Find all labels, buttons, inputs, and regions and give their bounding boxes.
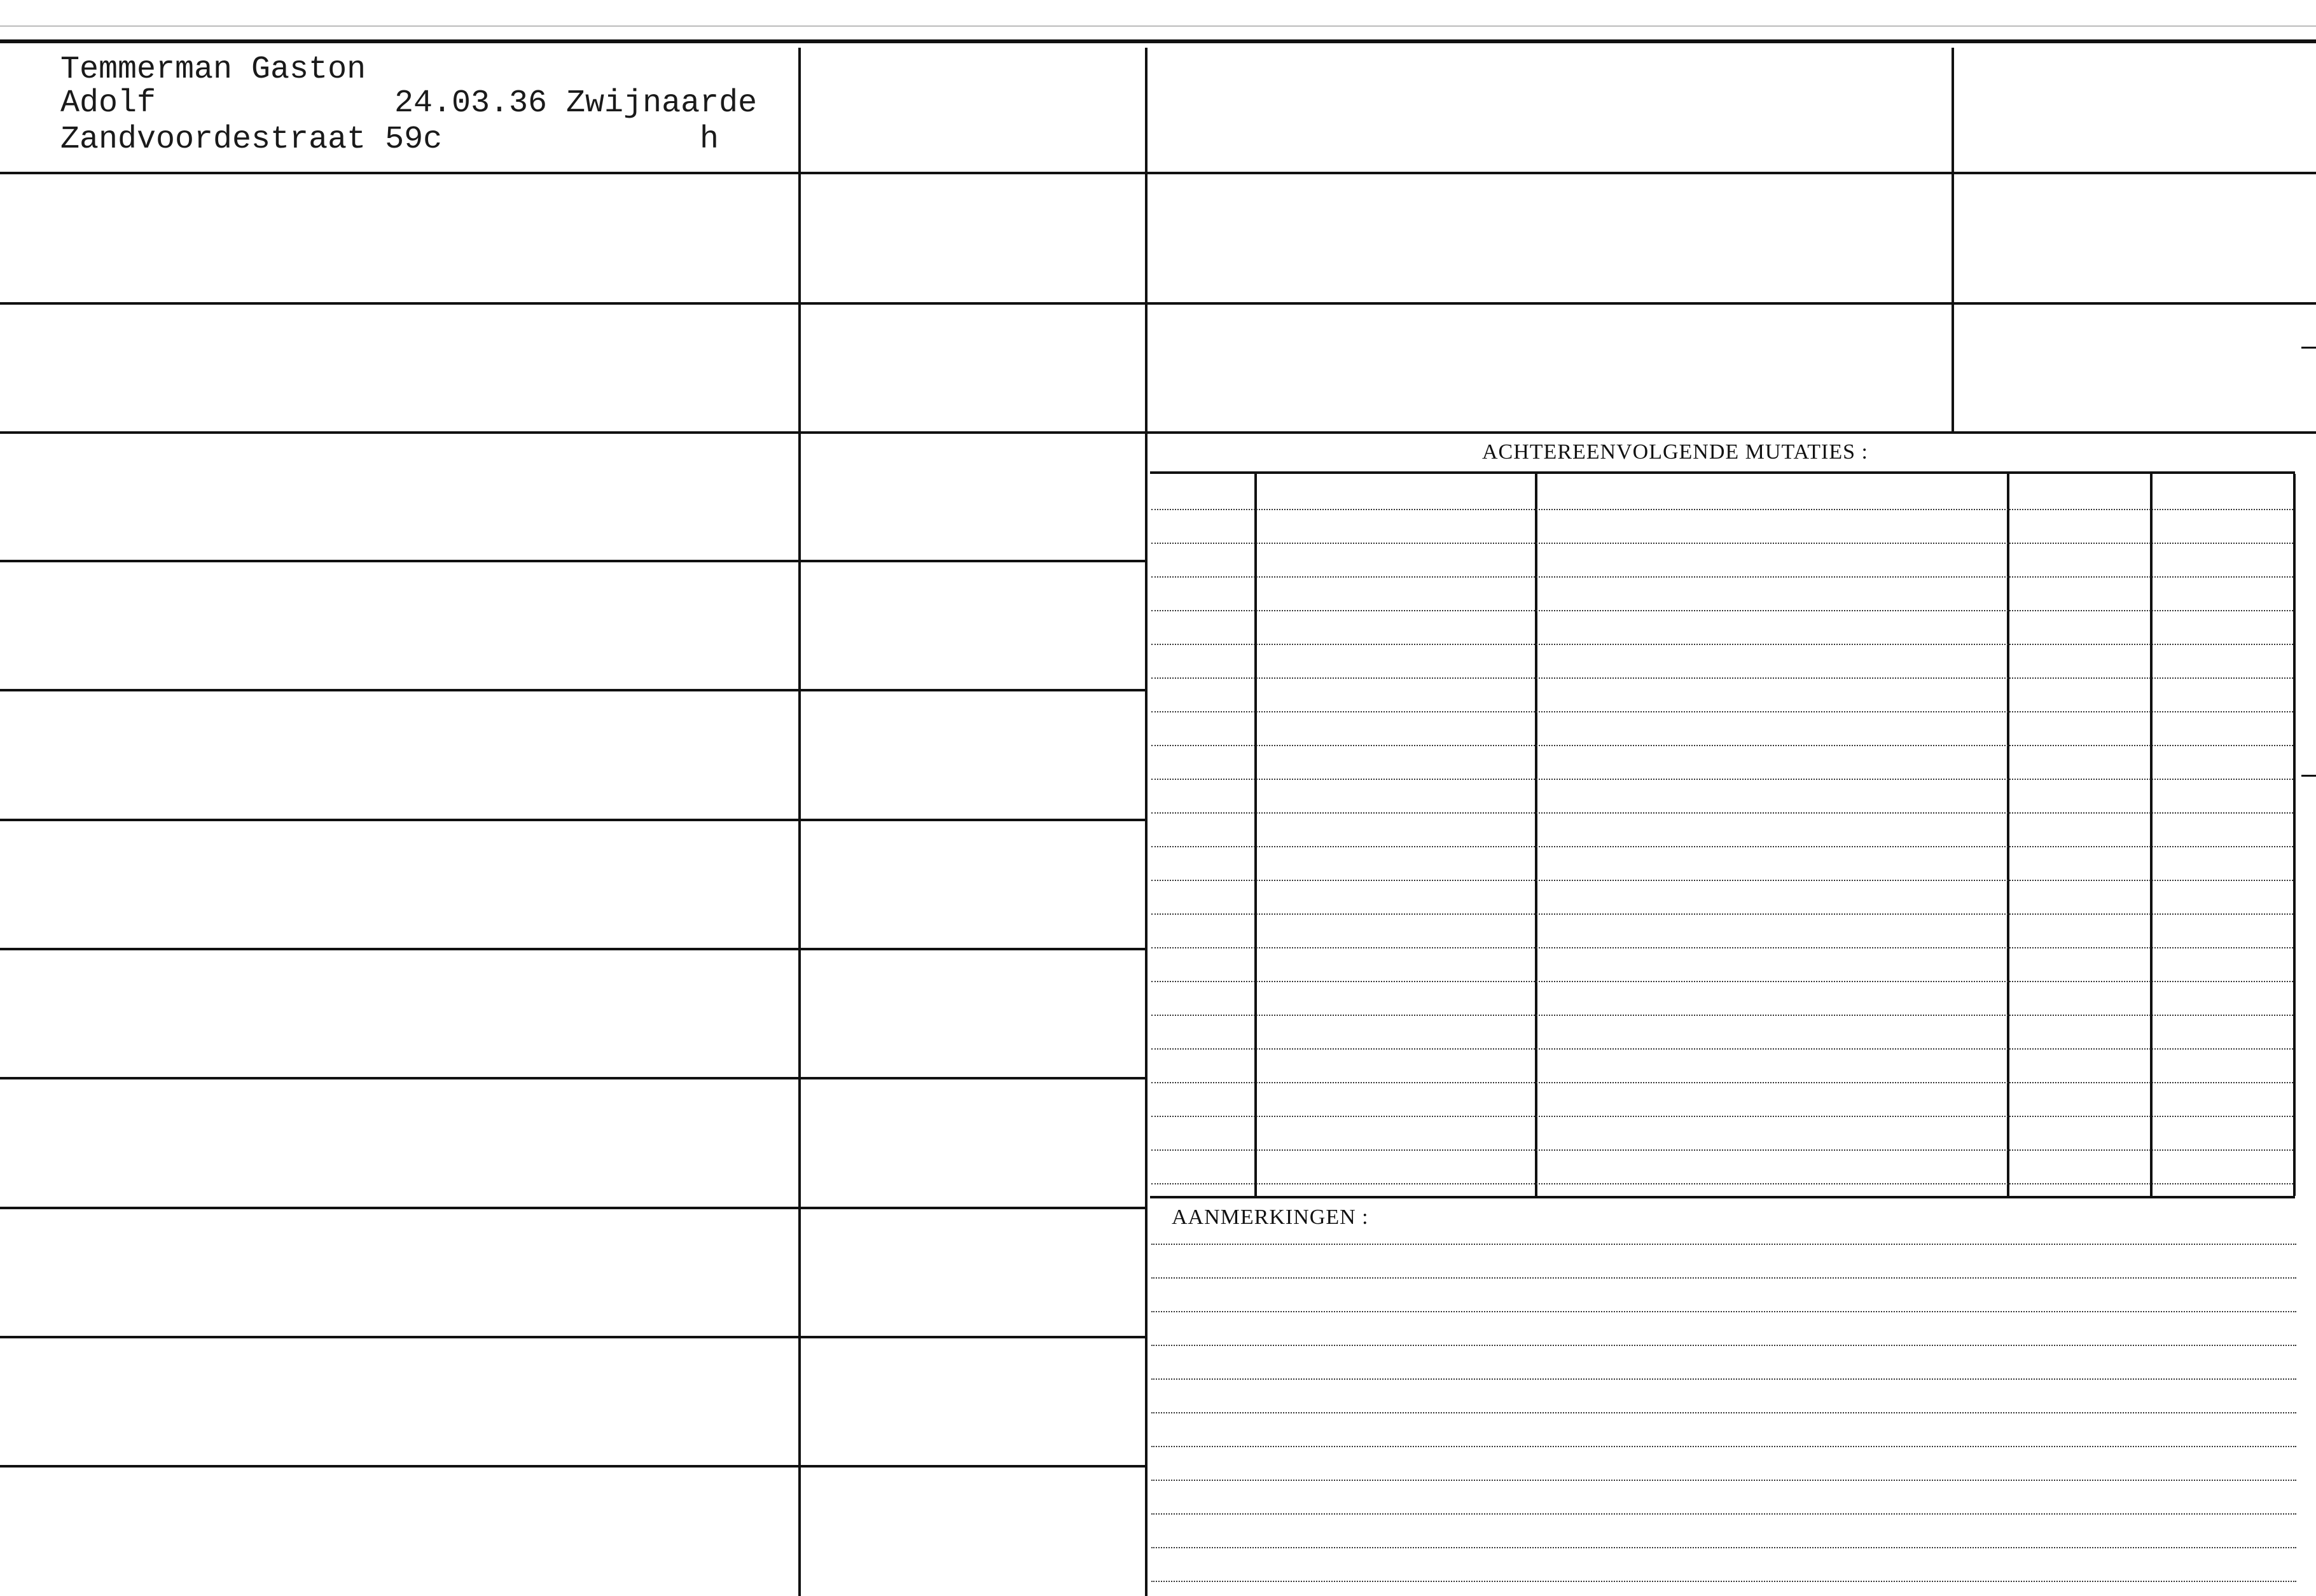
mutation-dotted-row — [1151, 1149, 2293, 1151]
right-row-line-3 — [1145, 431, 2316, 434]
mutation-dotted-row — [1151, 981, 2293, 982]
mutations-col-4 — [2150, 474, 2153, 1196]
left-row-line-1 — [0, 172, 1145, 174]
mutation-dotted-row — [1151, 1116, 2293, 1117]
mutation-dotted-row — [1151, 779, 2293, 780]
mutation-dotted-row — [1151, 812, 2293, 814]
left-row-line-6 — [0, 819, 1145, 821]
mutations-col-2 — [1535, 474, 1537, 1196]
top-faint-line — [0, 25, 2316, 27]
right-row-line-2 — [1145, 302, 2316, 305]
remark-dotted-row — [1151, 1345, 2296, 1346]
left-row-line-4 — [0, 560, 1145, 562]
left-row-line-5 — [0, 689, 1145, 691]
mutation-dotted-row — [1151, 610, 2293, 611]
mutations-table-bottom — [1150, 1196, 2295, 1198]
left-row-line-11 — [0, 1465, 1145, 1468]
left-row-line-3 — [0, 431, 1145, 434]
remark-dotted-row — [1151, 1244, 2296, 1245]
mutations-col-3 — [2007, 474, 2009, 1196]
record-birth-date-place: 24.03.36 Zwijnaarde — [394, 85, 758, 121]
record-code: h — [700, 121, 719, 158]
mutation-dotted-row — [1151, 543, 2293, 544]
left-column-divider — [798, 48, 801, 1596]
mutation-dotted-row — [1151, 1082, 2293, 1083]
mutation-dotted-row — [1151, 1048, 2293, 1050]
mutation-dotted-row — [1151, 1183, 2293, 1184]
mutations-heading: ACHTEREENVOLGENDE MUTATIES : — [1482, 440, 1868, 464]
mutation-dotted-row — [1151, 677, 2293, 679]
mutation-dotted-row — [1151, 711, 2293, 712]
remark-dotted-row — [1151, 1277, 2296, 1279]
left-row-line-8 — [0, 1077, 1145, 1079]
remark-dotted-row — [1151, 1513, 2296, 1515]
remark-dotted-row — [1151, 1412, 2296, 1413]
center-divider — [1145, 48, 1148, 1596]
mutations-table-top — [1150, 471, 2295, 474]
remark-dotted-row — [1151, 1311, 2296, 1312]
remark-dotted-row — [1151, 1547, 2296, 1548]
remark-dotted-row — [1151, 1581, 2296, 1582]
remark-dotted-row — [1151, 1446, 2296, 1447]
top-border — [0, 39, 2316, 43]
mutation-dotted-row — [1151, 947, 2293, 948]
remark-dotted-row — [1151, 1480, 2296, 1481]
edge-tick-2 — [2301, 775, 2316, 777]
mutation-dotted-row — [1151, 745, 2293, 746]
left-row-line-7 — [0, 948, 1145, 950]
remarks-heading: AANMERKINGEN : — [1172, 1205, 1369, 1229]
right-row-line-1 — [1145, 172, 2316, 174]
mutation-dotted-row — [1151, 644, 2293, 645]
right-upper-divider — [1952, 48, 1954, 433]
record-middle-name: Adolf — [60, 85, 156, 121]
edge-tick-1 — [2301, 347, 2316, 349]
mutation-dotted-row — [1151, 576, 2293, 578]
left-row-line-10 — [0, 1336, 1145, 1338]
mutation-dotted-row — [1151, 1015, 2293, 1016]
mutations-col-1 — [1254, 474, 1257, 1196]
mutation-dotted-row — [1151, 913, 2293, 915]
record-surname-firstname: Temmerman Gaston — [60, 52, 366, 88]
mutation-dotted-row — [1151, 509, 2293, 510]
record-address: Zandvoordestraat 59c — [60, 121, 443, 158]
mutation-dotted-row — [1151, 880, 2293, 881]
left-row-line-9 — [0, 1207, 1145, 1209]
mutations-col-5 — [2293, 474, 2296, 1196]
remark-dotted-row — [1151, 1378, 2296, 1380]
left-row-line-2 — [0, 302, 1145, 305]
mutation-dotted-row — [1151, 846, 2293, 847]
